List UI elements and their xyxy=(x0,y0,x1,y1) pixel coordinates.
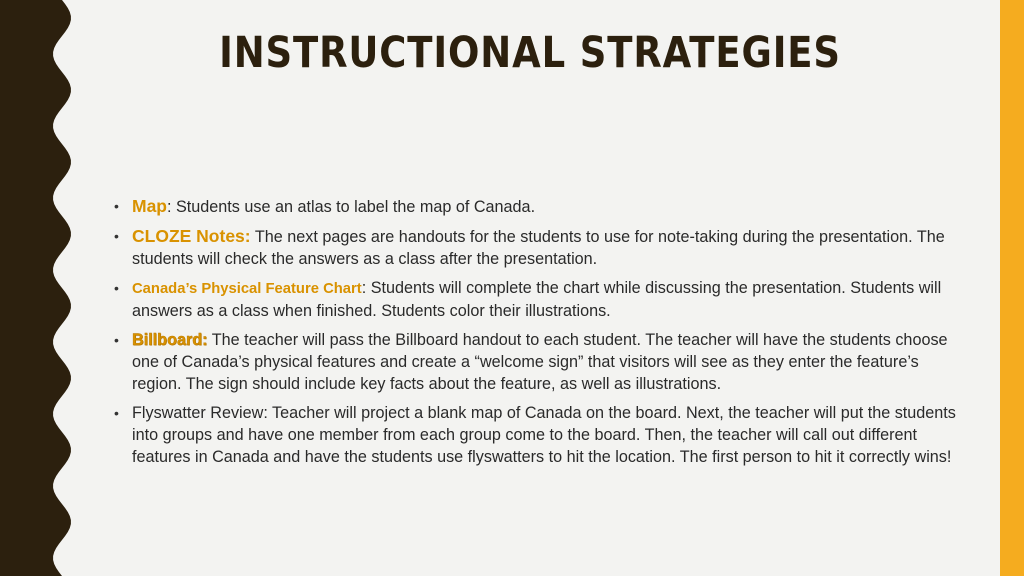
wavy-border-decoration xyxy=(0,0,80,576)
bullet-list xyxy=(112,195,957,475)
bullet-physical-feature-chart xyxy=(112,277,957,322)
bullet-icon: • xyxy=(114,332,119,348)
bullet-keyword: Map xyxy=(132,196,167,216)
bullet-map xyxy=(112,195,957,218)
bullet-text: The next pages are handouts for the students to use for note-taking during the presentation. The students will check the answers as a class after the presentation. xyxy=(132,228,945,268)
bullet-text: Flyswatter Review: Teacher will project a blank map of Canada on the board. Next, the teacher will put the students into groups and have one member from each group come to the board. Then, the teacher will call out different features in Canada and have the students use flyswatters to hit the location. The first person to hit it correctly wins! xyxy=(132,404,956,466)
bullet-icon: • xyxy=(114,405,119,421)
accent-bar xyxy=(1000,0,1024,576)
bullet-cloze-notes xyxy=(112,225,957,270)
bullet-keyword: Canada’s Physical Feature Chart xyxy=(132,281,362,297)
slide-title: INSTRUCTIONAL STRATEGIES xyxy=(219,28,841,78)
bullet-text: : Students will complete the chart while discussing the presentation. Students will answers as a class when finished. Students color their illustrations. xyxy=(132,279,942,320)
bullet-flyswatter-review xyxy=(112,402,957,468)
bullet-text: The teacher will pass the Billboard handout to each student. The teacher will have the students choose one of Canada’s physical features and create a “welcome sign” that visitors will see as they enter the feature’s region. The sign should include key facts about the feature, as well as illustrations. xyxy=(132,331,948,393)
bullet-keyword: Billboard: xyxy=(132,331,208,349)
bullet-text: : Students use an atlas to label the map of Canada. xyxy=(167,198,536,216)
bullet-icon: • xyxy=(114,280,119,296)
bullet-keyword: CLOZE Notes: xyxy=(132,226,251,246)
bullet-billboard xyxy=(112,329,957,395)
bullet-icon: • xyxy=(114,228,119,244)
bullet-icon: • xyxy=(114,198,119,214)
